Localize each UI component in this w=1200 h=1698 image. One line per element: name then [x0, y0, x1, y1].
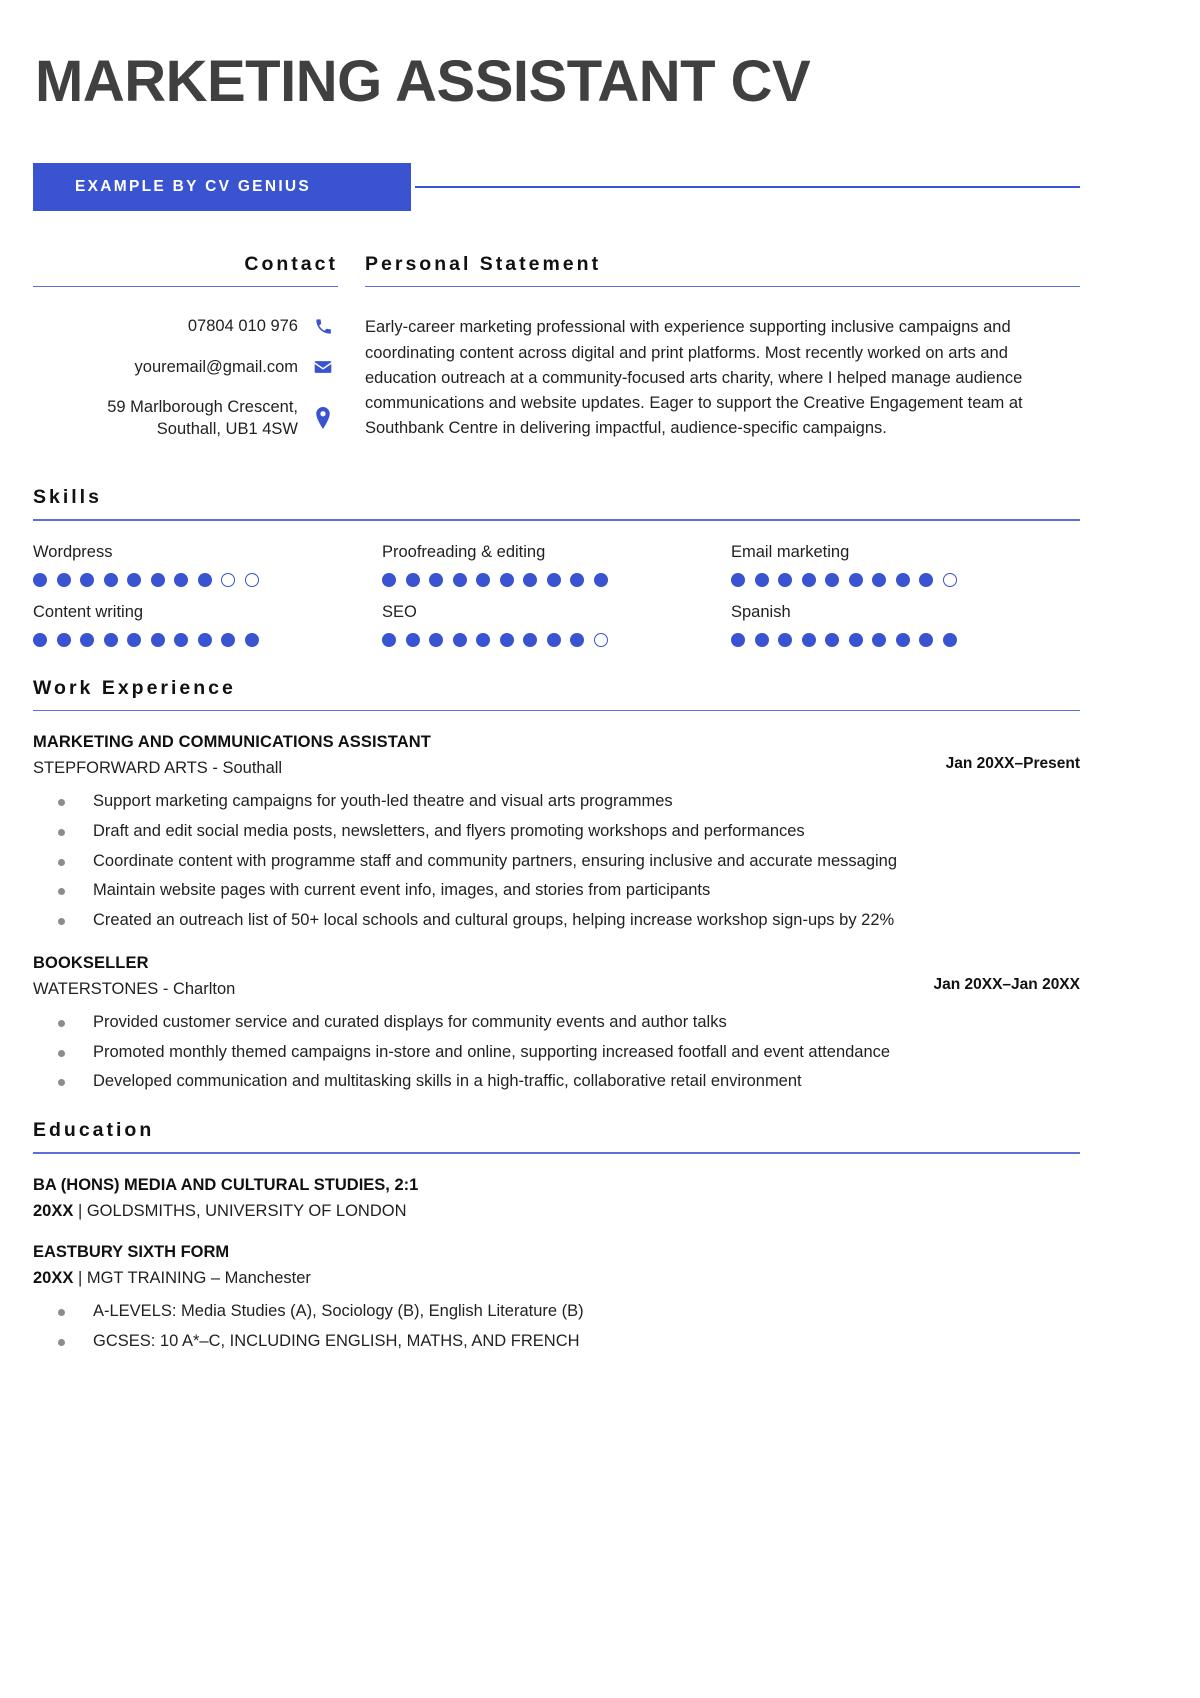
- education-container: [33, 1176, 1080, 1353]
- skill-rating-dots: [382, 573, 731, 587]
- rating-dot-filled: [500, 573, 514, 587]
- skill-label: Wordpress: [33, 542, 113, 561]
- education-degree: BA (HONS) MEDIA AND CULTURAL STUDIES, 2:1: [33, 1175, 419, 1194]
- skill-rating-dots: [382, 633, 731, 647]
- job-bullet: Developed communication and multitasking skills in a high-traffic, collaborative retail environment: [33, 1071, 1080, 1093]
- rating-dot-filled: [778, 573, 792, 587]
- location-pin-icon: [308, 407, 338, 429]
- phone-icon: [308, 317, 338, 336]
- rating-dot-filled: [151, 573, 165, 587]
- rating-dot-filled: [523, 573, 537, 587]
- rating-dot-filled: [849, 573, 863, 587]
- contact-section: [33, 253, 338, 458]
- skill-label: Spanish: [731, 602, 791, 621]
- job-header-left: [33, 733, 946, 778]
- skill-item: [382, 543, 731, 587]
- rating-dot-filled: [80, 573, 94, 587]
- personal-statement-heading-rule: [365, 286, 1080, 288]
- education-heading-rule: [33, 1152, 1080, 1154]
- education-separator: |: [73, 1201, 87, 1220]
- rating-dot-empty: [221, 573, 235, 587]
- rating-dot-filled: [57, 633, 71, 647]
- rating-dot-filled: [382, 633, 396, 647]
- education-entry: [33, 1243, 1080, 1353]
- skill-rating-dots: [731, 573, 1080, 587]
- rating-dot-filled: [500, 633, 514, 647]
- job-header-left: [33, 954, 934, 999]
- rating-dot-filled: [943, 633, 957, 647]
- job-bullet: Support marketing campaigns for youth-led theatre and visual arts programmes: [33, 791, 1080, 813]
- personal-statement-heading: Personal Statement: [365, 252, 602, 275]
- rating-dot-filled: [453, 633, 467, 647]
- rating-dot-filled: [849, 633, 863, 647]
- rating-dot-filled: [382, 573, 396, 587]
- job-bullet: Promoted monthly themed campaigns in-store and online, supporting increased footfall and event attendance: [33, 1042, 1080, 1064]
- skill-label: SEO: [382, 602, 417, 621]
- job-bullet: Draft and edit social media posts, newsletters, and flyers promoting workshops and performances: [33, 821, 1080, 843]
- rating-dot-filled: [104, 633, 118, 647]
- rating-dot-filled: [453, 573, 467, 587]
- education-entry: [33, 1176, 1080, 1221]
- rating-dot-empty: [943, 573, 957, 587]
- skill-rating-dots: [33, 633, 382, 647]
- job-bullet: Maintain website pages with current event info, images, and stories from participants: [33, 880, 1080, 902]
- contact-row-address: [33, 396, 338, 440]
- education-degree: EASTBURY SIXTH FORM: [33, 1242, 230, 1261]
- rating-dot-filled: [802, 633, 816, 647]
- column-gap: [338, 253, 365, 458]
- rating-dot-filled: [174, 633, 188, 647]
- rating-dot-filled: [547, 633, 561, 647]
- job-entry: [33, 954, 1080, 1093]
- skills-grid: [33, 543, 1080, 647]
- page-title: MARKETING ASSISTANT CV: [35, 49, 811, 114]
- job-title: MARKETING AND COMMUNICATIONS ASSISTANT: [33, 733, 431, 752]
- education-bullet: GCSES: 10 A*–C, INCLUDING ENGLISH, MATHS, AND FRENCH: [33, 1331, 1080, 1353]
- job-header: [33, 954, 1080, 999]
- job-organisation: STEPFORWARD ARTS - Southall: [33, 759, 283, 778]
- rating-dot-filled: [802, 573, 816, 587]
- contact-email-value: youremail@gmail.com: [134, 357, 298, 376]
- rating-dot-filled: [919, 633, 933, 647]
- rating-dot-filled: [872, 573, 886, 587]
- rating-dot-filled: [755, 633, 769, 647]
- skills-section: [33, 486, 1080, 647]
- personal-statement-section: [365, 253, 1080, 458]
- skills-heading: Skills: [33, 485, 102, 508]
- rating-dot-filled: [406, 633, 420, 647]
- skill-item: [731, 603, 1080, 647]
- rating-dot-filled: [33, 573, 47, 587]
- job-date-range: Jan 20XX–Jan 20XX: [933, 975, 1080, 993]
- skill-label: Email marketing: [731, 542, 850, 561]
- contact-row-phone: [33, 315, 338, 337]
- skill-rating-dots: [731, 633, 1080, 647]
- skill-item: [382, 603, 731, 647]
- rating-dot-filled: [731, 633, 745, 647]
- education-heading: Education: [33, 1119, 155, 1142]
- contact-heading-rule: [33, 286, 338, 288]
- rating-dot-filled: [429, 633, 443, 647]
- rating-dot-filled: [547, 573, 561, 587]
- rating-dot-filled: [127, 633, 141, 647]
- rating-dot-filled: [245, 633, 259, 647]
- rating-dot-filled: [570, 573, 584, 587]
- job-bullet-list: [33, 791, 1080, 932]
- education-bullet: A-LEVELS: Media Studies (A), Sociology (B), English Literature (B): [33, 1301, 1080, 1323]
- rating-dot-filled: [778, 633, 792, 647]
- job-date-range: Jan 20XX–Present: [945, 755, 1080, 773]
- rating-dot-filled: [594, 573, 608, 587]
- rating-dot-filled: [896, 573, 910, 587]
- rating-dot-empty: [594, 633, 608, 647]
- contact-heading: Contact: [244, 252, 338, 275]
- education-year: 20XX: [33, 1268, 74, 1287]
- work-experience-section: [33, 677, 1080, 1094]
- skill-item: [33, 543, 382, 587]
- rating-dot-filled: [151, 633, 165, 647]
- work-experience-heading: Work Experience: [33, 676, 236, 699]
- job-bullet: Coordinate content with programme staff and community partners, ensuring inclusive and accurate messaging: [33, 851, 1080, 873]
- education-section: [33, 1119, 1080, 1352]
- rating-dot-filled: [127, 573, 141, 587]
- top-columns: [33, 253, 1080, 458]
- education-meta: [33, 1202, 1080, 1221]
- job-entry: [33, 733, 1080, 932]
- rating-dot-filled: [429, 573, 443, 587]
- badge-divider-line: [415, 186, 1080, 188]
- rating-dot-filled: [570, 633, 584, 647]
- personal-statement-text: Early-career marketing professional with experience supporting inclusive campaigns and coordinating content across digital and print platforms. Most recently worked on arts and education outreach at a community-focused arts charity, where I helped manage audience communications and website updates. Eager to support the Creative Engagement team at Southbank Centre in delivering impactful, audience-specific campaigns.: [365, 318, 1023, 437]
- skill-item: [731, 543, 1080, 587]
- job-bullet: Created an outreach list of 50+ local schools and cultural groups, helping increase workshop sign-ups by 22%: [33, 910, 1080, 932]
- rating-dot-empty: [245, 573, 259, 587]
- example-badge: EXAMPLE BY CV GENIUS: [33, 163, 411, 211]
- jobs-container: [33, 733, 1080, 1093]
- rating-dot-filled: [198, 633, 212, 647]
- skill-label: Proofreading & editing: [382, 542, 546, 561]
- job-title: BOOKSELLER: [33, 953, 149, 972]
- rating-dot-filled: [174, 573, 188, 587]
- rating-dot-filled: [33, 633, 47, 647]
- contact-address-value: 59 Marlborough Crescent, Southall, UB1 4SW: [107, 397, 298, 438]
- rating-dot-filled: [198, 573, 212, 587]
- skills-heading-rule: [33, 519, 1080, 521]
- envelope-icon: [308, 357, 338, 377]
- skill-rating-dots: [33, 573, 382, 587]
- rating-dot-filled: [476, 633, 490, 647]
- skill-label: Content writing: [33, 602, 144, 621]
- rating-dot-filled: [80, 633, 94, 647]
- education-meta: [33, 1269, 1080, 1288]
- rating-dot-filled: [825, 633, 839, 647]
- rating-dot-filled: [896, 633, 910, 647]
- rating-dot-filled: [406, 573, 420, 587]
- rating-dot-filled: [919, 573, 933, 587]
- rating-dot-filled: [755, 573, 769, 587]
- rating-dot-filled: [872, 633, 886, 647]
- example-badge-row: [33, 163, 1080, 211]
- contact-row-email[interactable]: [33, 356, 338, 378]
- rating-dot-filled: [523, 633, 537, 647]
- job-header: [33, 733, 1080, 778]
- education-separator: |: [73, 1268, 87, 1287]
- contact-phone-value: 07804 010 976: [187, 317, 298, 336]
- contact-list: [33, 315, 338, 439]
- rating-dot-filled: [731, 573, 745, 587]
- rating-dot-filled: [57, 573, 71, 587]
- job-organisation: WATERSTONES - Charlton: [33, 979, 236, 998]
- education-year: 20XX: [33, 1201, 74, 1220]
- work-experience-heading-rule: [33, 710, 1080, 712]
- rating-dot-filled: [104, 573, 118, 587]
- education-institution: MGT TRAINING – Manchester: [86, 1268, 311, 1287]
- job-bullet: Provided customer service and curated displays for community events and author talks: [33, 1012, 1080, 1034]
- skill-item: [33, 603, 382, 647]
- job-bullet-list: [33, 1012, 1080, 1093]
- education-institution: GOLDSMITHS, UNIVERSITY OF LONDON: [86, 1201, 407, 1220]
- rating-dot-filled: [221, 633, 235, 647]
- rating-dot-filled: [476, 573, 490, 587]
- education-bullet-list: [33, 1301, 1080, 1353]
- rating-dot-filled: [825, 573, 839, 587]
